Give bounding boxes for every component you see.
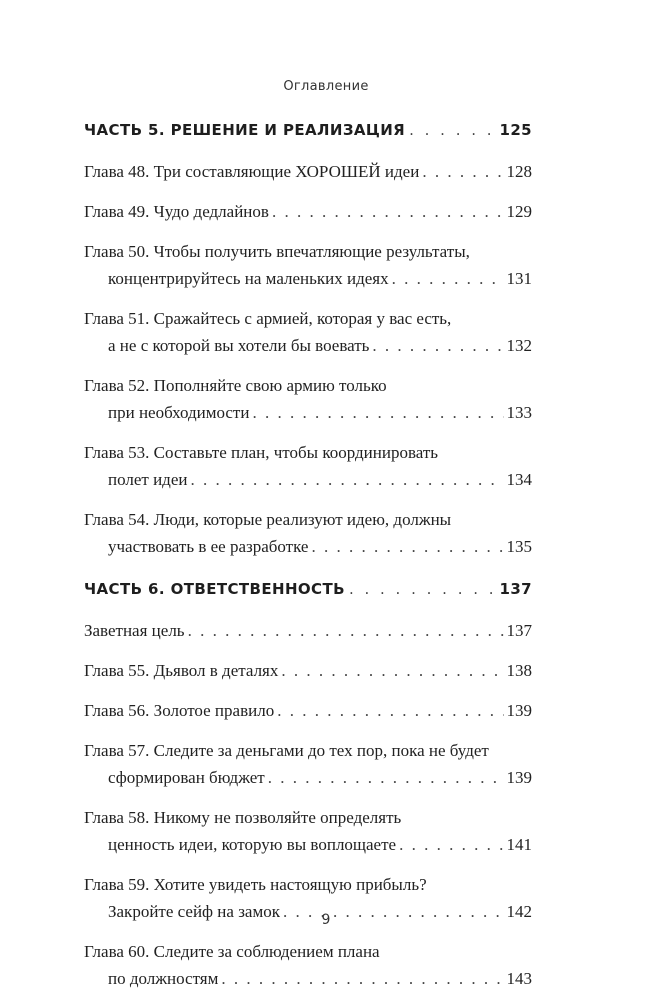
dot-leader — [252, 399, 503, 426]
entry-title-continuation: полет идеи — [108, 470, 188, 489]
part-heading — [84, 580, 532, 604]
entry-page-number: 129 — [506, 202, 532, 221]
toc-entry — [84, 506, 532, 560]
part-page-number: 125 — [499, 121, 532, 139]
toc-entry — [84, 305, 532, 359]
dot-leader — [392, 265, 504, 292]
entry-page-number: 143 — [506, 969, 532, 988]
toc-entry — [84, 439, 532, 493]
entry-page-number: 137 — [506, 621, 532, 640]
entry-page-number: 141 — [506, 835, 532, 854]
dot-leader — [422, 158, 503, 185]
toc-entry — [84, 804, 532, 858]
entry-page-number: 131 — [506, 269, 532, 288]
entry-title: Глава 48. Три составляющие ХОРОШЕЙ идеи — [84, 162, 420, 181]
entry-page-number: 135 — [506, 537, 532, 556]
entry-title: Глава 59. Хотите увидеть настоящую прибыль? — [84, 875, 427, 894]
dot-leader — [190, 466, 503, 493]
entry-title-continuation: а не с которой вы хотели бы воевать — [108, 336, 370, 355]
toc-entry — [84, 938, 532, 992]
entry-page-number: 139 — [506, 701, 532, 720]
dot-leader — [349, 580, 496, 598]
entry-title-continuation: при необходимости — [108, 403, 250, 422]
toc-entry — [84, 158, 532, 185]
entry-title: Глава 54. Люди, которые реализуют идею, должны — [84, 510, 452, 529]
toc-entry — [84, 617, 532, 644]
entry-page-number: 132 — [506, 336, 532, 355]
toc-entry — [84, 737, 532, 791]
dot-leader — [399, 831, 503, 858]
entry-page-number: 138 — [506, 661, 532, 680]
page-number: 9 — [321, 912, 331, 928]
entry-title: Глава 53. Составьте план, чтобы координировать — [84, 443, 439, 462]
dot-leader — [409, 121, 495, 139]
entry-title-continuation: сформирован бюджет — [108, 768, 265, 787]
dot-leader — [372, 332, 503, 359]
entry-title: Глава 49. Чудо дедлайнов — [84, 202, 269, 221]
entry-page-number: 128 — [506, 162, 532, 181]
dot-leader — [188, 617, 504, 644]
entry-title: Глава 51. Сражайтесь с армией, которая у вас есть, — [84, 309, 452, 328]
entry-title: Глава 56. Золотое правило — [84, 701, 275, 720]
dot-leader — [277, 697, 503, 724]
entry-page-number: 134 — [506, 470, 532, 489]
toc-entry — [84, 198, 532, 225]
toc-entry — [84, 238, 532, 292]
dot-leader — [268, 764, 504, 791]
dot-leader — [281, 657, 503, 684]
entry-title: Глава 60. Следите за соблюдением плана — [84, 942, 380, 961]
toc-entry — [84, 657, 532, 684]
running-head: Оглавление — [283, 79, 369, 94]
part-title: ЧАСТЬ 6. ОТВЕТСТВЕННОСТЬ — [84, 580, 345, 598]
part-title: ЧАСТЬ 5. РЕШЕНИЕ И РЕАЛИЗАЦИЯ — [84, 121, 406, 139]
entry-title: Глава 50. Чтобы получить впечатляющие результаты, — [84, 242, 470, 261]
dot-leader — [311, 533, 503, 560]
toc-entry — [84, 697, 532, 724]
entry-page-number: 142 — [506, 902, 532, 921]
part-heading — [84, 121, 532, 145]
entry-title: Глава 55. Дьявол в деталях — [84, 661, 279, 680]
entry-title-continuation: концентрируйтесь на маленьких идеях — [108, 269, 389, 288]
entry-title: Глава 52. Пополняйте свою армию только — [84, 376, 387, 395]
dot-leader — [272, 198, 504, 225]
entry-title-continuation: Закройте сейф на замок — [108, 902, 280, 921]
toc-entry — [84, 372, 532, 426]
entry-title-continuation: по должностям — [108, 969, 219, 988]
entry-page-number: 133 — [506, 403, 532, 422]
entry-title-continuation: участвовать в ее разработке — [108, 537, 309, 556]
entry-title: Глава 58. Никому не позволяйте определять — [84, 808, 402, 827]
dot-leader — [221, 965, 503, 992]
table-of-contents — [84, 121, 532, 992]
entry-title-continuation: ценность идеи, которую вы воплощаете — [108, 835, 397, 854]
entry-title: Глава 57. Следите за деньгами до тех пор, пока не будет — [84, 741, 489, 760]
entry-title: Заветная цель — [84, 621, 185, 640]
entry-page-number: 139 — [506, 768, 532, 787]
part-page-number: 137 — [499, 580, 532, 598]
